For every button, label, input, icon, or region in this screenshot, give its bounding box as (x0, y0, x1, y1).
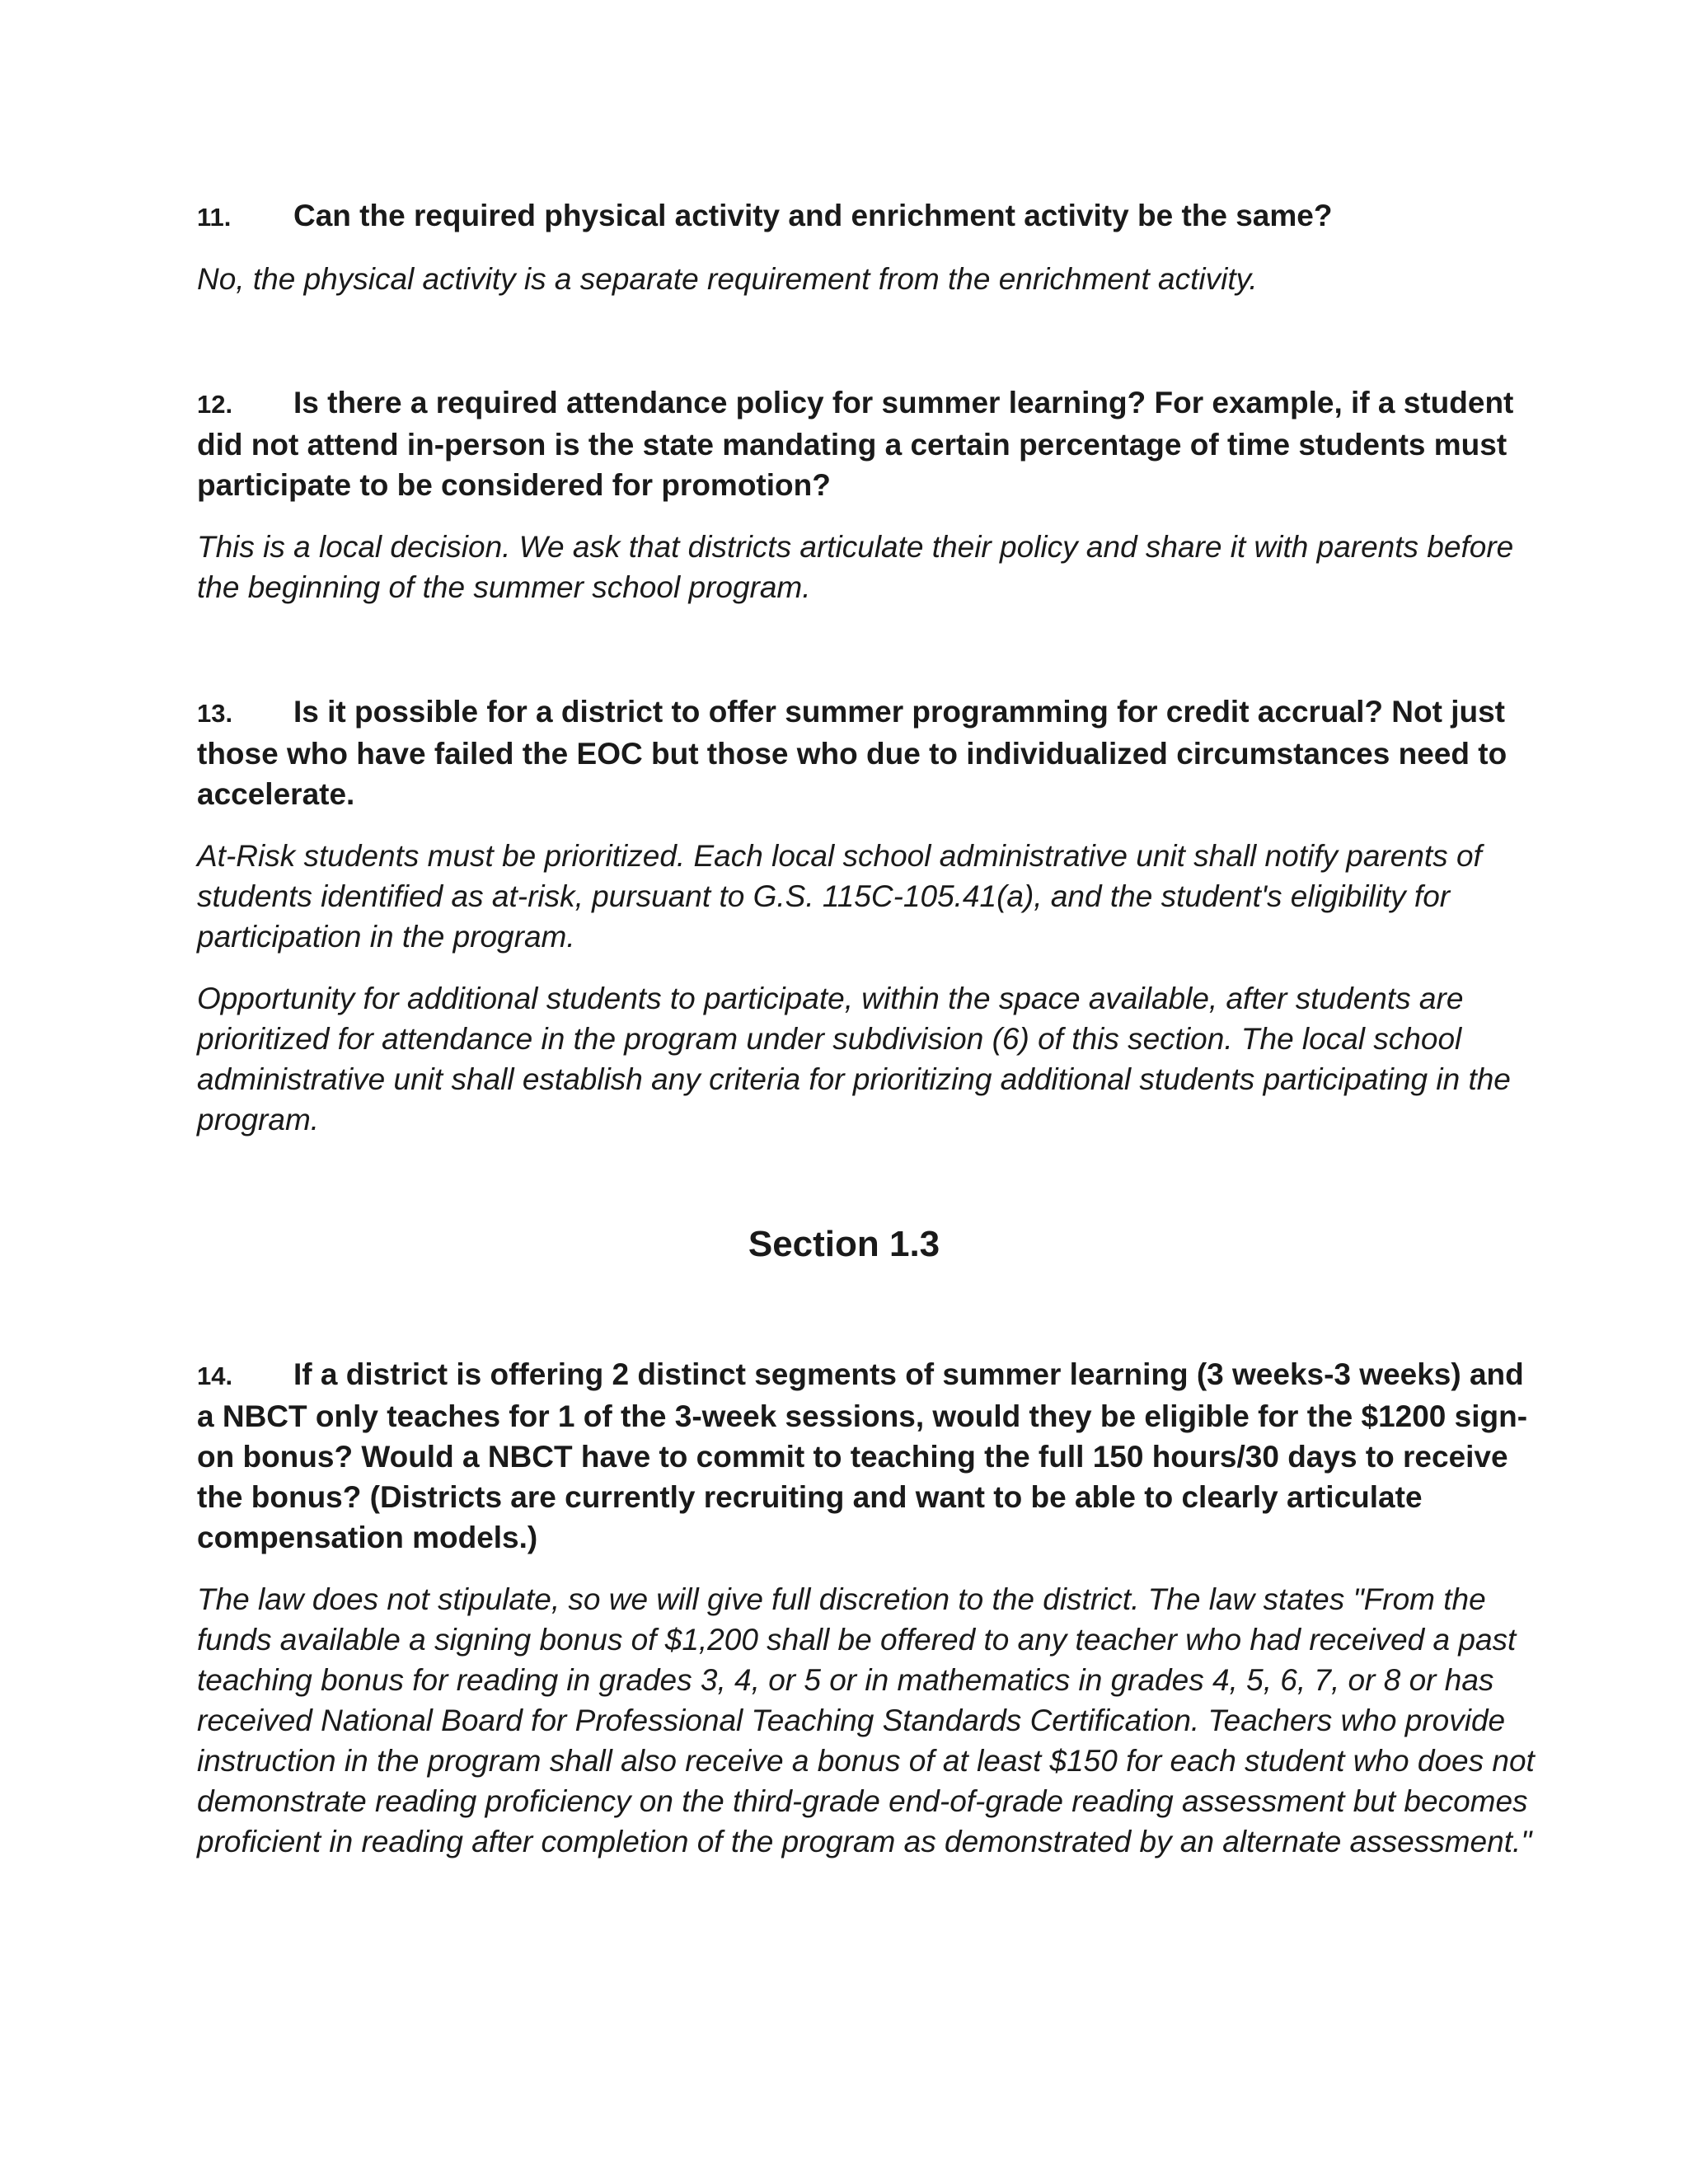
answer-13-paragraph-2: Opportunity for additional students to participate, within the space available, after students are prioritized for attendance in the program under subdivision (6) of this section. The local school administrative unit shall establish any criteria for prioritizing additional students participating in the program. (197, 982, 1511, 1137)
question-13 (197, 691, 1549, 814)
faq-item-13 (197, 691, 1549, 1140)
answer-12-paragraph-1: This is a local decision. We ask that districts articulate their policy and share it with parents before the beginning of the summer school program. (197, 530, 1514, 604)
question-text: If a district is offering 2 distinct segments of summer learning (3 weeks-3 weeks) and a NBCT only teaches for 1 of the 3-week sessions, would they be eligible for the $1200 sign-on bonus? Would a NBCT have to commit to teaching the full 150 hours/30 days to receive the bonus? (Districts are currently recruiting and want to be able to clearly articulate compensation models.) (197, 1357, 1528, 1554)
question-text: Is it possible for a district to offer summer programming for credit accrual? Not just those who have failed the EOC but those who due to individualized circumstances need to accelerate. (197, 695, 1507, 811)
section-heading: Section 1.3 (748, 1224, 940, 1264)
faq-item-14 (197, 1354, 1549, 1862)
faq-item-11 (197, 195, 1549, 299)
answer-14-paragraph-1: The law does not stipulate, so we will give full discretion to the district. The law states "From the funds available a signing bonus of $1,200 shall be offered to any teacher who had received a past teaching bonus for reading in grades 3, 4, or 5 or in mathematics in grades 4, 5, 6, 7, or 8 or has received National Board for Professional Teaching Standards Certification. Teachers who provide instruction in the program shall also receive a bonus of at least $150 for each student who does not demonstrate reading proficiency on the third-grade end-of-grade reading assessment but becomes proficient in reading after completion of the program as demonstrated by an alternate assessment." (197, 1582, 1535, 1858)
question-text: Can the required physical activity and enrichment activity be the same? (293, 199, 1333, 232)
question-11 (197, 195, 1549, 237)
answer-13-paragraph-1: At-Risk students must be prioritized. Each local school administrative unit shall notify parents of students identified as at-risk, pursuant to G.S. 115C-105.41(a), and the student's eligibility for participation in the program. (197, 839, 1482, 954)
question-number: 13. (197, 699, 233, 728)
question-number: 11. (197, 203, 232, 232)
question-12 (197, 382, 1549, 505)
question-text: Is there a required attendance policy for summer learning? For example, if a student did not attend in-person is the state mandating a certain percentage of time students must participate to be considered for promotion? (197, 386, 1514, 502)
question-14 (197, 1354, 1549, 1558)
answer-11-paragraph-1: No, the physical activity is a separate requirement from the enrichment activity. (197, 262, 1258, 296)
question-number: 12. (197, 390, 233, 419)
faq-item-12 (197, 382, 1549, 607)
question-number: 14. (197, 1361, 233, 1390)
